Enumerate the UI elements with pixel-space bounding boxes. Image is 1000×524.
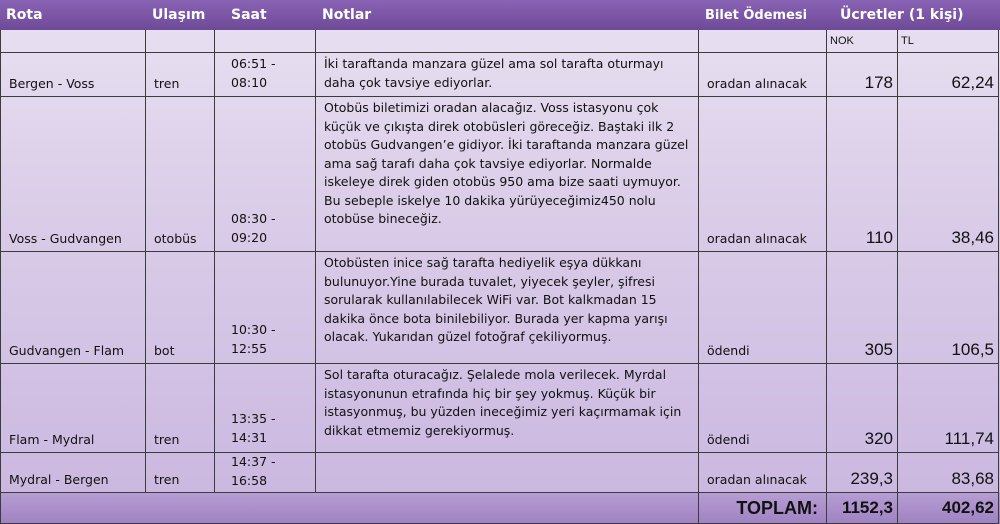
header-ulasim: Ulaşım xyxy=(152,7,206,23)
saat-end: 09:20 xyxy=(231,229,268,245)
saat-start: 10:30 - xyxy=(231,322,276,337)
total-nok: 1152,3 xyxy=(827,493,898,524)
subheader-empty xyxy=(146,30,215,53)
saat-end: 14:31 xyxy=(231,429,268,445)
cell-bilet: ödendi xyxy=(699,252,827,364)
cell-notlar xyxy=(316,453,699,493)
subheader-empty xyxy=(0,30,146,53)
cell-ulasim: bot xyxy=(146,252,215,364)
cell-tl: 62,24 xyxy=(898,53,999,97)
cell-notlar: Sol tarafta oturacağız. Şelalede mola verilecek. Myrdal istasyonunun etrafında hiç bir şey yokmuş. Küçük bir istasyonmuş, bu yüzden ineceğimiz yeri kaçırmamak için dikkat etmemiz gerekiyormuş. xyxy=(316,364,699,453)
cell-bilet: oradan alınacak xyxy=(699,53,827,97)
cell-nok: 110 xyxy=(827,97,898,252)
cell-notlar: Otobüs biletimizi oradan alacağız. Voss istasyonu çok küçük ve çıkışta direk otobüsleri göreceğiz. Baştaki ilk 2 otobüs Gudvangen’e gidiyor. İki taraftanda manzara güzel ama sağ tarafı daha çok tavsiye ediyorlar. Normalde iskeleye direk giden otobüs 950 ama bize saati uymuyor. Bu sebeple iskelye 10 dakika yürüyeceğimiz450 nolu otobüse bineceğiz. xyxy=(316,97,699,252)
header-notlar: Notlar xyxy=(322,7,372,23)
cell-ulasim: tren xyxy=(146,364,215,453)
cell-rota: Mydral - Bergen xyxy=(0,453,146,493)
cell-notlar: İki taraftanda manzara güzel ama sol tarafta oturmayı daha çok tavsiye ediyorlar. xyxy=(316,53,699,97)
subheader-empty xyxy=(699,30,827,53)
saat-start: 13:35 - xyxy=(231,411,276,426)
saat-start: 08:30 - xyxy=(231,211,276,226)
subheader-empty xyxy=(215,30,316,53)
header-ucretler: Ücretler (1 kişi) xyxy=(840,7,964,23)
cell-saat xyxy=(215,53,316,97)
cell-rota: Bergen - Voss xyxy=(0,53,146,97)
cell-notlar: Otobüsten inice sağ tarafta hediyelik eşya dükkanı bulunuyor.Yine burada tuvalet, yiyecek şeyler, şifresi sorularak kullanılabilecek WiFi var. Bot kalkmadan 15 dakika önce bota binilebiliyor. Burada yer kapma yarışı olacak. Yukarıdan güzel fotoğraf çekiliyormuş. xyxy=(316,252,699,364)
cell-tl: 83,68 xyxy=(898,453,999,493)
cell-nok: 320 xyxy=(827,364,898,453)
cell-rota: Flam - Mydral xyxy=(0,364,146,453)
saat-start: 14:37 - xyxy=(231,454,276,469)
header-bilet: Bilet Ödemesi xyxy=(705,7,808,23)
total-tl: 402,62 xyxy=(898,493,999,524)
total-label: TOPLAM: xyxy=(699,493,827,524)
cell-bilet: oradan alınacak xyxy=(699,97,827,252)
saat-end: 12:55 xyxy=(231,340,268,356)
cell-ulasim: tren xyxy=(146,453,215,493)
cell-tl: 111,74 xyxy=(898,364,999,453)
cell-nok: 305 xyxy=(827,252,898,364)
currency-tl-label: TL xyxy=(898,30,999,53)
header-rota: Rota xyxy=(6,7,43,23)
cell-nok: 178 xyxy=(827,53,898,97)
cell-saat xyxy=(215,453,316,493)
cell-saat xyxy=(215,364,316,453)
subheader-empty xyxy=(316,30,699,53)
cell-rota: Voss - Gudvangen xyxy=(0,97,146,252)
saat-start: 06:51 - xyxy=(231,56,276,71)
saat-end: 08:10 xyxy=(231,74,268,90)
cell-saat xyxy=(215,252,316,364)
cell-bilet: ödendi xyxy=(699,364,827,453)
saat-end: 16:58 xyxy=(231,472,268,488)
cell-nok: 239,3 xyxy=(827,453,898,493)
cell-ulasim: otobüs xyxy=(146,97,215,252)
header-saat: Saat xyxy=(231,7,267,23)
cell-ulasim: tren xyxy=(146,53,215,97)
currency-nok-label: NOK xyxy=(827,30,898,53)
cell-tl: 106,5 xyxy=(898,252,999,364)
cell-saat xyxy=(215,97,316,252)
cell-rota: Gudvangen - Flam xyxy=(0,252,146,364)
cell-tl: 38,46 xyxy=(898,97,999,252)
total-spacer xyxy=(0,493,699,524)
cell-bilet: oradan alınacak xyxy=(699,453,827,493)
